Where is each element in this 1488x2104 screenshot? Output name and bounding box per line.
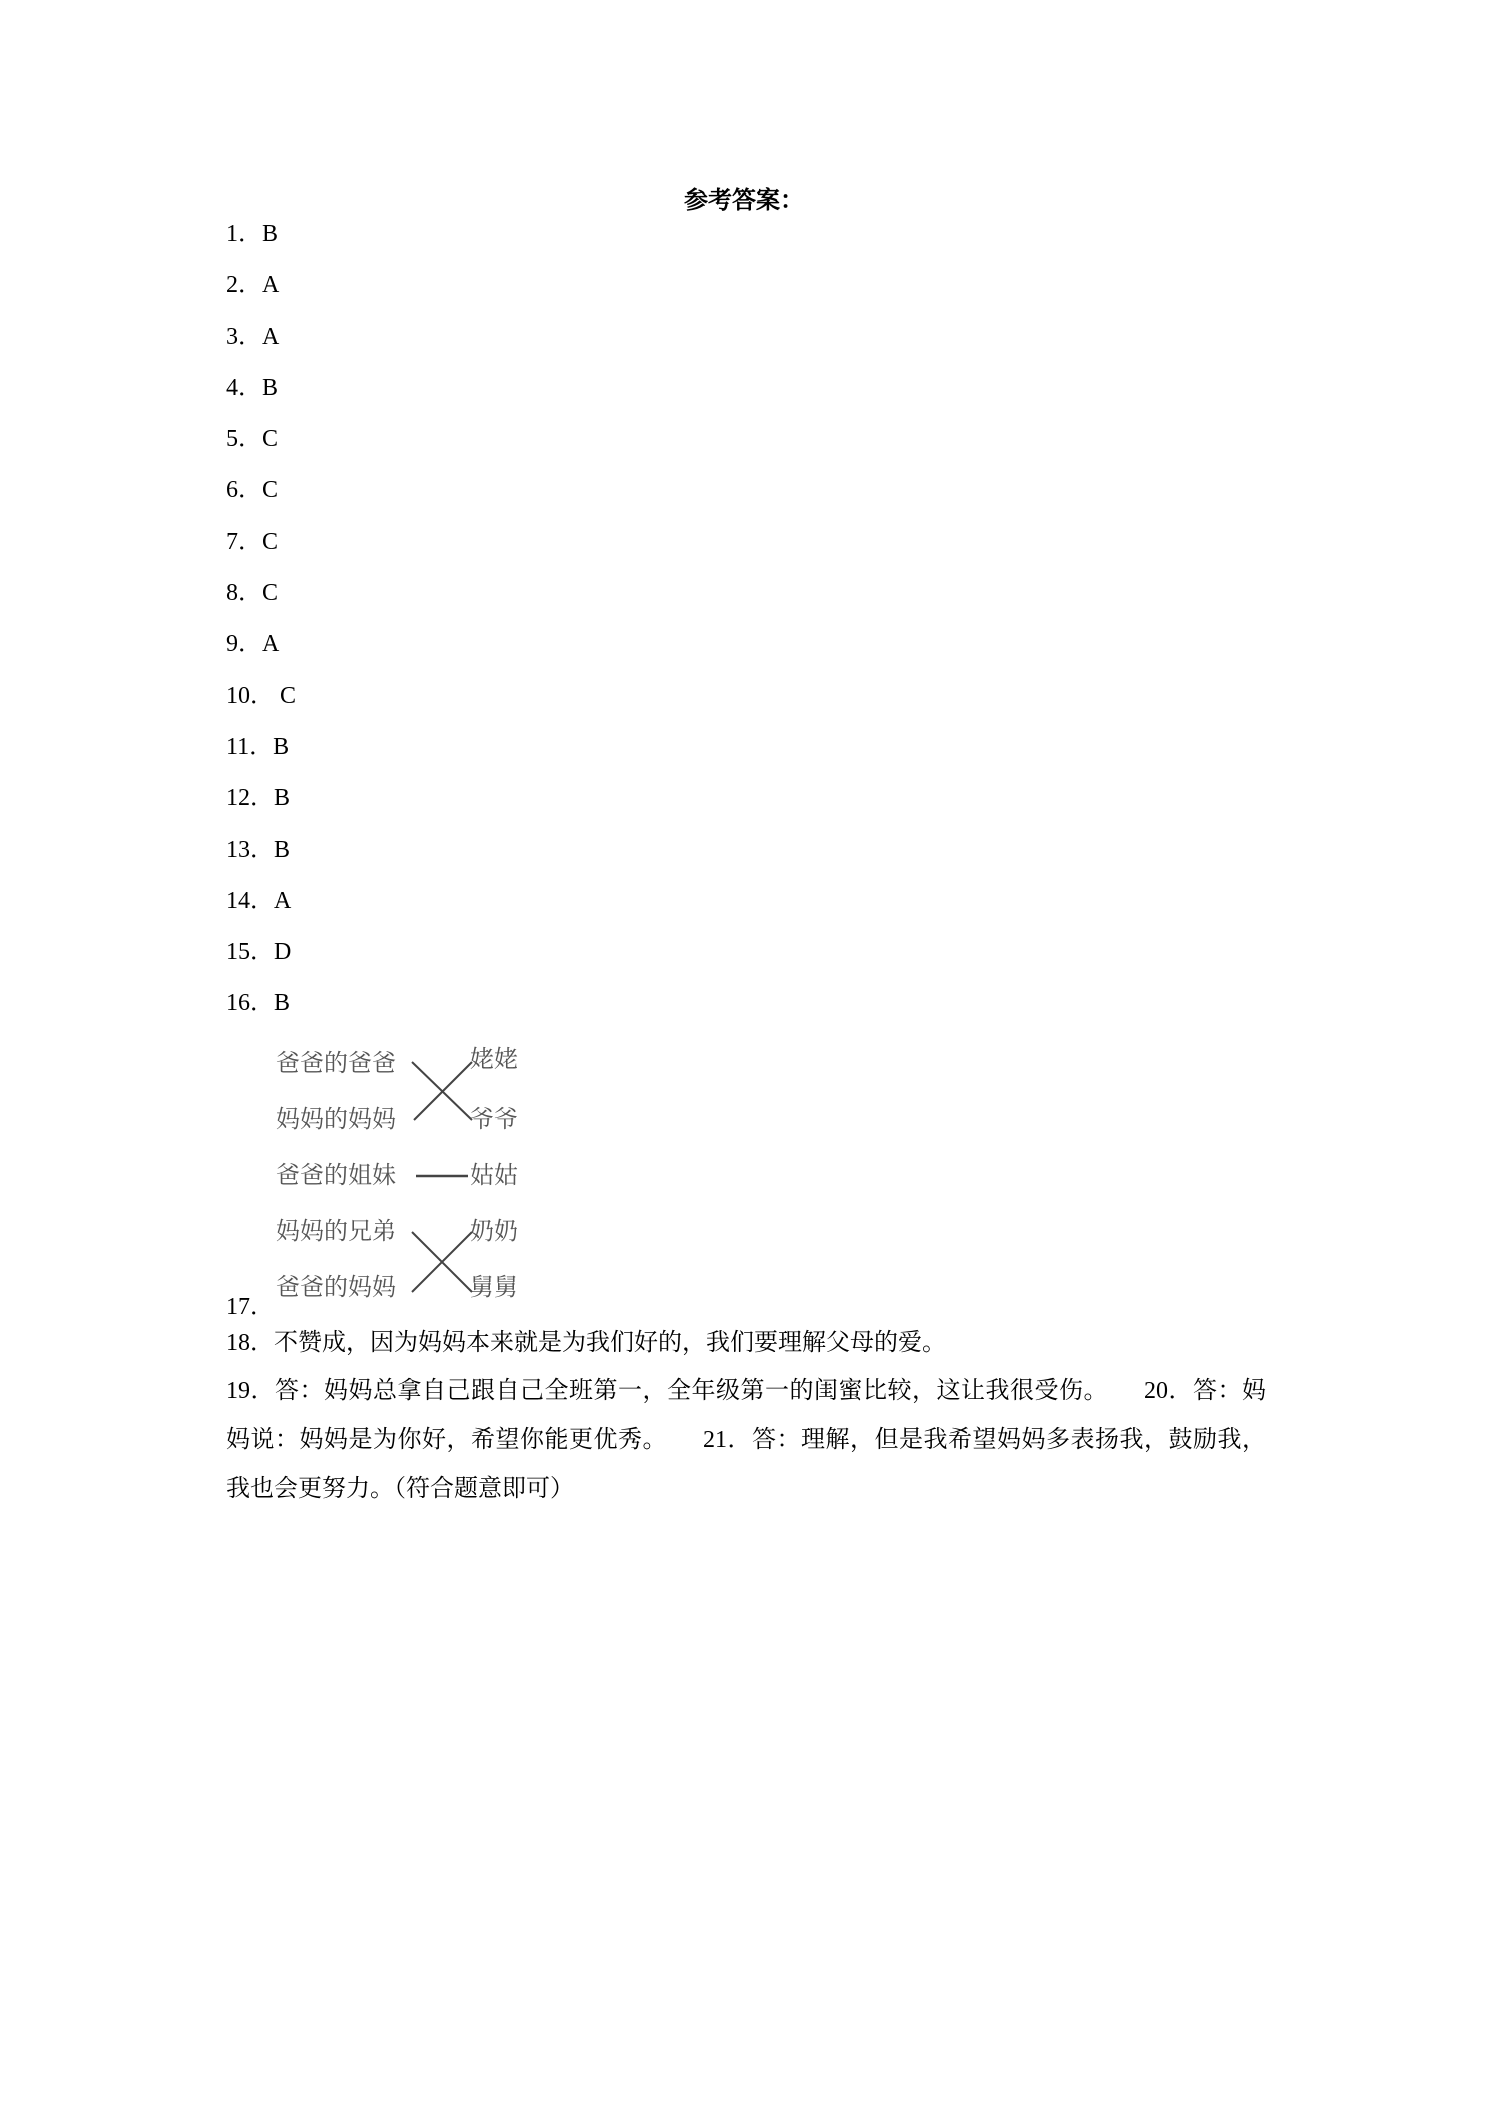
answer-number: 6． bbox=[226, 477, 262, 504]
answer-item bbox=[226, 421, 296, 472]
answer-item bbox=[226, 883, 296, 934]
answer-value: A bbox=[262, 631, 280, 658]
right-label: 姥姥 bbox=[470, 1045, 518, 1073]
answer-item bbox=[226, 729, 296, 780]
answer-value: C bbox=[262, 426, 279, 453]
answer-number: 4． bbox=[226, 374, 262, 401]
answer-item bbox=[226, 934, 296, 985]
answer-item bbox=[226, 216, 296, 267]
answer-value: B bbox=[262, 221, 279, 247]
left-label: 妈妈的兄弟 bbox=[276, 1217, 396, 1245]
answer-value: D bbox=[274, 939, 292, 966]
answer-number: 8． bbox=[226, 580, 262, 607]
answer-number: 3． bbox=[226, 323, 262, 350]
answer-value: B bbox=[274, 990, 291, 1017]
page-title: 参考答案： bbox=[684, 186, 804, 214]
left-label: 爸爸的妈妈 bbox=[276, 1273, 396, 1301]
answer-value: A bbox=[274, 887, 292, 914]
right-label: 爷爷 bbox=[470, 1105, 518, 1133]
answer-item bbox=[226, 267, 296, 318]
answer-number: 2． bbox=[226, 272, 262, 299]
answer-18 bbox=[226, 1318, 1266, 1367]
q17-number: 17． bbox=[226, 1294, 274, 1320]
answer-number: 1． bbox=[226, 221, 262, 247]
answer-item bbox=[226, 780, 296, 831]
answer-value: A bbox=[262, 272, 280, 299]
answer-value: B bbox=[274, 836, 291, 863]
answer-item bbox=[226, 678, 296, 729]
answer-number: 13． bbox=[226, 836, 274, 863]
answer-item bbox=[226, 832, 296, 883]
answer-item bbox=[226, 319, 296, 370]
answer-text: 答：理解，但是我希望妈妈多表扬我，鼓励我，我也会更努力。（符合题意即可） bbox=[226, 1425, 1266, 1502]
answer-value: C bbox=[274, 682, 297, 709]
answer-value: B bbox=[262, 374, 279, 401]
answer-number: 12． bbox=[226, 785, 274, 812]
answer-text: 答：妈妈说：妈妈是为你好，希望你能更优秀。 bbox=[226, 1376, 1266, 1453]
answer-number: 21． bbox=[703, 1427, 752, 1453]
answer-number: 11． bbox=[226, 733, 274, 760]
right-label: 奶奶 bbox=[470, 1217, 518, 1245]
right-label: 姑姑 bbox=[470, 1161, 518, 1189]
right-label: 舅舅 bbox=[470, 1273, 518, 1301]
answer-number: 7． bbox=[226, 528, 262, 555]
answer-item bbox=[226, 370, 296, 421]
answer-value: B bbox=[273, 733, 290, 760]
left-label: 爸爸的爸爸 bbox=[276, 1049, 396, 1077]
answer-text: 答：妈妈总拿自己跟自己全班第一，全年级第一的闺蜜比较，这让我很受伤。 bbox=[275, 1376, 1108, 1404]
left-label: 爸爸的姐妹 bbox=[276, 1161, 396, 1189]
answer-item bbox=[226, 524, 296, 575]
answer-list bbox=[226, 216, 296, 1037]
answer-number: 18． bbox=[226, 1330, 274, 1356]
relation-matching-figure bbox=[276, 1040, 536, 1312]
answer-value: B bbox=[274, 785, 291, 812]
answer-number: 5． bbox=[226, 426, 262, 453]
answer-item bbox=[226, 626, 296, 677]
answer-number: 14． bbox=[226, 887, 274, 914]
answer-number: 19． bbox=[226, 1378, 275, 1404]
answer-item bbox=[226, 575, 296, 626]
answer-value: A bbox=[262, 323, 280, 350]
answer-number: 15． bbox=[226, 939, 274, 966]
answer-number: 16． bbox=[226, 990, 274, 1017]
answer-value: C bbox=[262, 528, 279, 555]
answer-number: 10． bbox=[226, 682, 274, 709]
answer-value: C bbox=[262, 477, 279, 504]
answer-19-21-paragraph bbox=[226, 1366, 1266, 1512]
answer-item bbox=[226, 472, 296, 523]
answer-number: 20． bbox=[1144, 1378, 1193, 1404]
answer-number: 9． bbox=[226, 631, 262, 658]
answer-item bbox=[226, 985, 296, 1036]
left-label: 妈妈的妈妈 bbox=[276, 1105, 396, 1133]
answer-value: C bbox=[262, 580, 279, 607]
answer-text: 不赞成，因为妈妈本来就是为我们好的，我们要理解父母的爱。 bbox=[274, 1328, 946, 1356]
